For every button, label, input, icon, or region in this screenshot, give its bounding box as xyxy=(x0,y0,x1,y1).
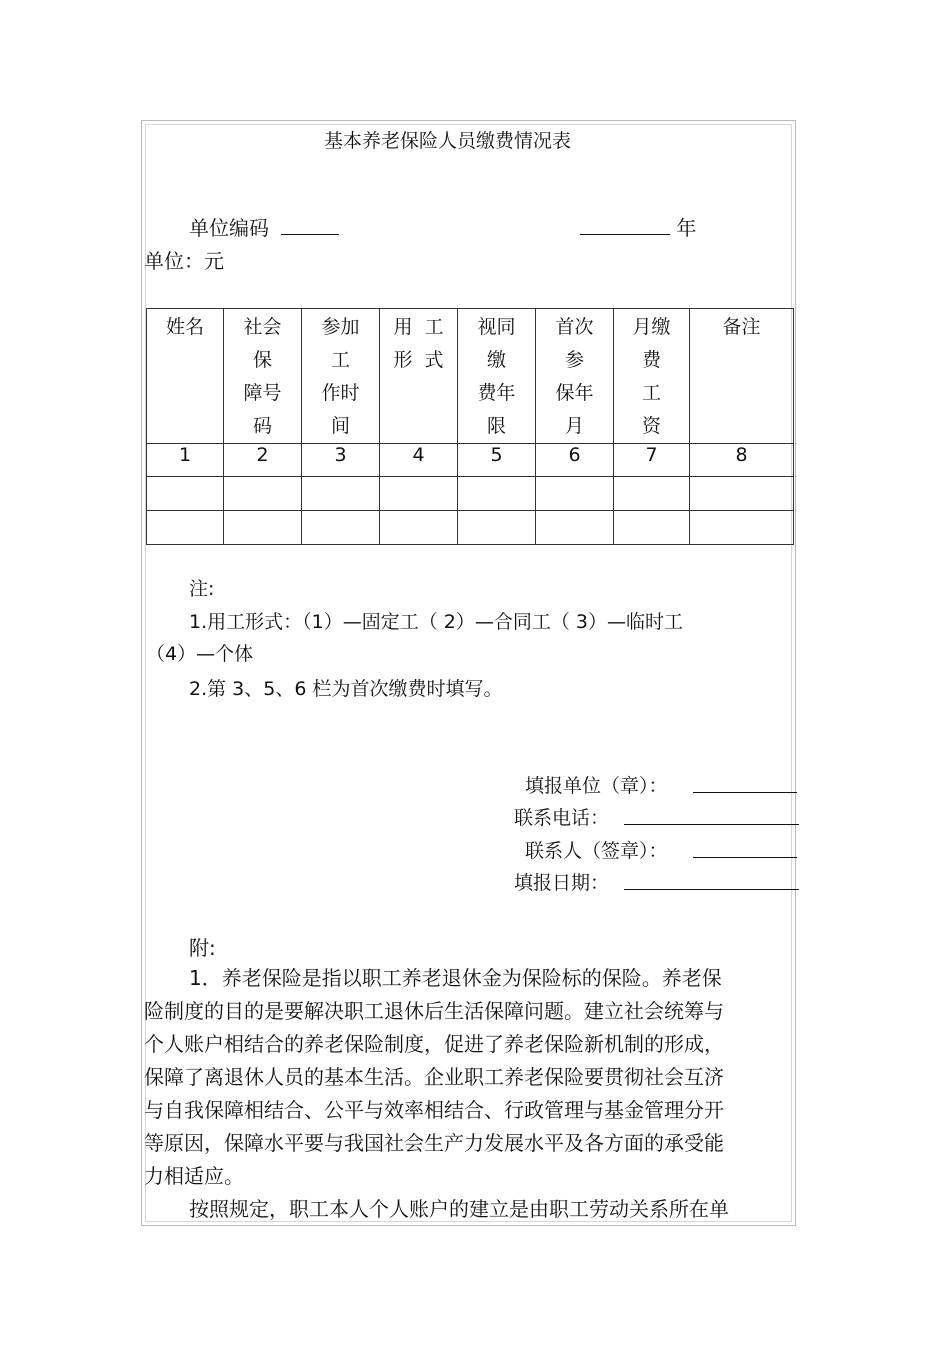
column-number: 7 xyxy=(614,444,690,477)
note-line-1: 1.用工形式：（1）—固定工（ 2）—合同工（ 3）—临时工 xyxy=(189,611,683,633)
header-line: 限 xyxy=(486,415,506,437)
header-line: 缴 xyxy=(486,349,506,371)
table-row xyxy=(147,511,794,545)
currency-unit: 单位：元 xyxy=(144,249,224,273)
header-line: 保年 xyxy=(555,382,594,404)
col-header-ssn xyxy=(224,309,302,444)
signature-phone-field[interactable] xyxy=(624,824,799,825)
header-line: 保 xyxy=(252,349,272,371)
table-cell[interactable] xyxy=(614,477,690,511)
header-cell-content xyxy=(458,309,535,443)
note-line-1b: （4）—个体 xyxy=(146,643,254,665)
year-field[interactable] xyxy=(580,214,670,235)
table-cell[interactable] xyxy=(690,511,794,545)
table-cell[interactable] xyxy=(614,511,690,545)
header-line: 作时 xyxy=(321,382,360,404)
signature-contact-field[interactable] xyxy=(693,857,797,858)
header-line: 姓名 xyxy=(165,316,204,338)
header-line: 费年 xyxy=(477,382,516,404)
col-header-work-start xyxy=(302,309,380,444)
table-cell[interactable] xyxy=(302,477,380,511)
header-line: 工 xyxy=(330,349,350,371)
header-line: 参加 xyxy=(321,316,360,338)
table-row xyxy=(147,477,794,511)
column-number: 8 xyxy=(690,444,794,477)
appendix-heading: 附: xyxy=(189,936,216,960)
header-line: 用 工 xyxy=(393,316,444,338)
header-cell-content xyxy=(147,309,223,344)
header-line: 码 xyxy=(252,415,272,437)
header-line: 工 xyxy=(641,382,661,404)
col-header-monthly-wage xyxy=(614,309,690,444)
header-cell-content xyxy=(380,309,457,377)
col-header-deemed-years xyxy=(458,309,536,444)
header-line: 首次 xyxy=(555,316,594,338)
header-cell-content xyxy=(302,309,379,443)
header-cell-content xyxy=(690,309,793,344)
signature-unit-field[interactable] xyxy=(693,792,797,793)
year-label: 年 xyxy=(676,216,697,240)
column-number: 4 xyxy=(380,444,458,477)
document-title: 基本养老保险人员缴费情况表 xyxy=(324,130,572,152)
header-cell-content xyxy=(536,309,613,443)
appendix-line: 1．养老保险是指以职工养老退休金为保险标的保险。养老保 xyxy=(189,966,722,990)
appendix-line: 险制度的目的是要解决职工退休后生活保障问题。建立社会统筹与 xyxy=(144,999,724,1023)
col-header-employment-type xyxy=(380,309,458,444)
table-cell[interactable] xyxy=(536,511,614,545)
col-header-first-insured xyxy=(536,309,614,444)
year-row xyxy=(580,212,696,241)
appendix-body xyxy=(144,962,764,1226)
col-header-remarks xyxy=(690,309,794,444)
unit-code-label: 单位编码 xyxy=(189,216,269,240)
header-line: 间 xyxy=(330,415,350,437)
column-number-row xyxy=(147,444,794,477)
signature-date-field[interactable] xyxy=(624,889,799,890)
signature-date-label: 填报日期： xyxy=(514,872,610,894)
column-number: 6 xyxy=(536,444,614,477)
column-number: 2 xyxy=(224,444,302,477)
table-cell[interactable] xyxy=(302,511,380,545)
table-cell[interactable] xyxy=(458,511,536,545)
contribution-table xyxy=(146,308,794,545)
notes-heading: 注: xyxy=(189,578,215,600)
table-cell[interactable] xyxy=(224,477,302,511)
unit-code-field[interactable] xyxy=(281,214,339,235)
appendix-line: 力相适应。 xyxy=(144,1164,244,1188)
table-cell[interactable] xyxy=(380,511,458,545)
header-line: 视同 xyxy=(477,316,516,338)
header-line: 参 xyxy=(564,349,584,371)
header-line: 月 xyxy=(564,415,584,437)
col-header-name xyxy=(147,309,224,444)
appendix-line: 个人账户相结合的养老保险制度，促进了养老保险新机制的形成， xyxy=(144,1032,724,1056)
column-number: 1 xyxy=(147,444,224,477)
header-cell-content xyxy=(224,309,301,443)
header-line: 社会 xyxy=(243,316,282,338)
appendix-line: 保障了离退休人员的基本生活。企业职工养老保险要贯彻社会互济 xyxy=(144,1065,724,1089)
table-cell[interactable] xyxy=(690,477,794,511)
table-cell[interactable] xyxy=(224,511,302,545)
header-line: 资 xyxy=(641,415,661,437)
signature-unit-label: 填报单位（章）： xyxy=(525,775,668,797)
signature-contact-label: 联系人（签章）： xyxy=(525,840,668,862)
header-line: 障号 xyxy=(243,382,282,404)
table-cell[interactable] xyxy=(147,511,224,545)
header-row xyxy=(147,309,794,444)
header-line: 备注 xyxy=(722,316,761,338)
table-cell[interactable] xyxy=(536,477,614,511)
table-cell[interactable] xyxy=(147,477,224,511)
note-line-2: 2.第 3、5、6 栏为首次缴费时填写。 xyxy=(189,678,503,700)
appendix-line: 与自我保障相结合、公平与效率相结合、行政管理与基金管理分开 xyxy=(144,1098,724,1122)
column-number: 3 xyxy=(302,444,380,477)
header-line: 月缴 xyxy=(632,316,671,338)
header-line: 形 式 xyxy=(393,349,444,371)
column-number: 5 xyxy=(458,444,536,477)
header-cell-content xyxy=(614,309,689,443)
appendix-line: 等原因，保障水平要与我国社会生产力发展水平及各方面的承受能 xyxy=(144,1131,724,1155)
table-cell[interactable] xyxy=(380,477,458,511)
appendix-line: 按照规定，职工本人个人账户的建立是由职工劳动关系所在单 xyxy=(189,1197,729,1221)
signature-phone-label: 联系电话： xyxy=(514,807,610,829)
unit-code-row xyxy=(189,212,339,241)
header-line: 费 xyxy=(641,349,661,371)
table-cell[interactable] xyxy=(458,477,536,511)
